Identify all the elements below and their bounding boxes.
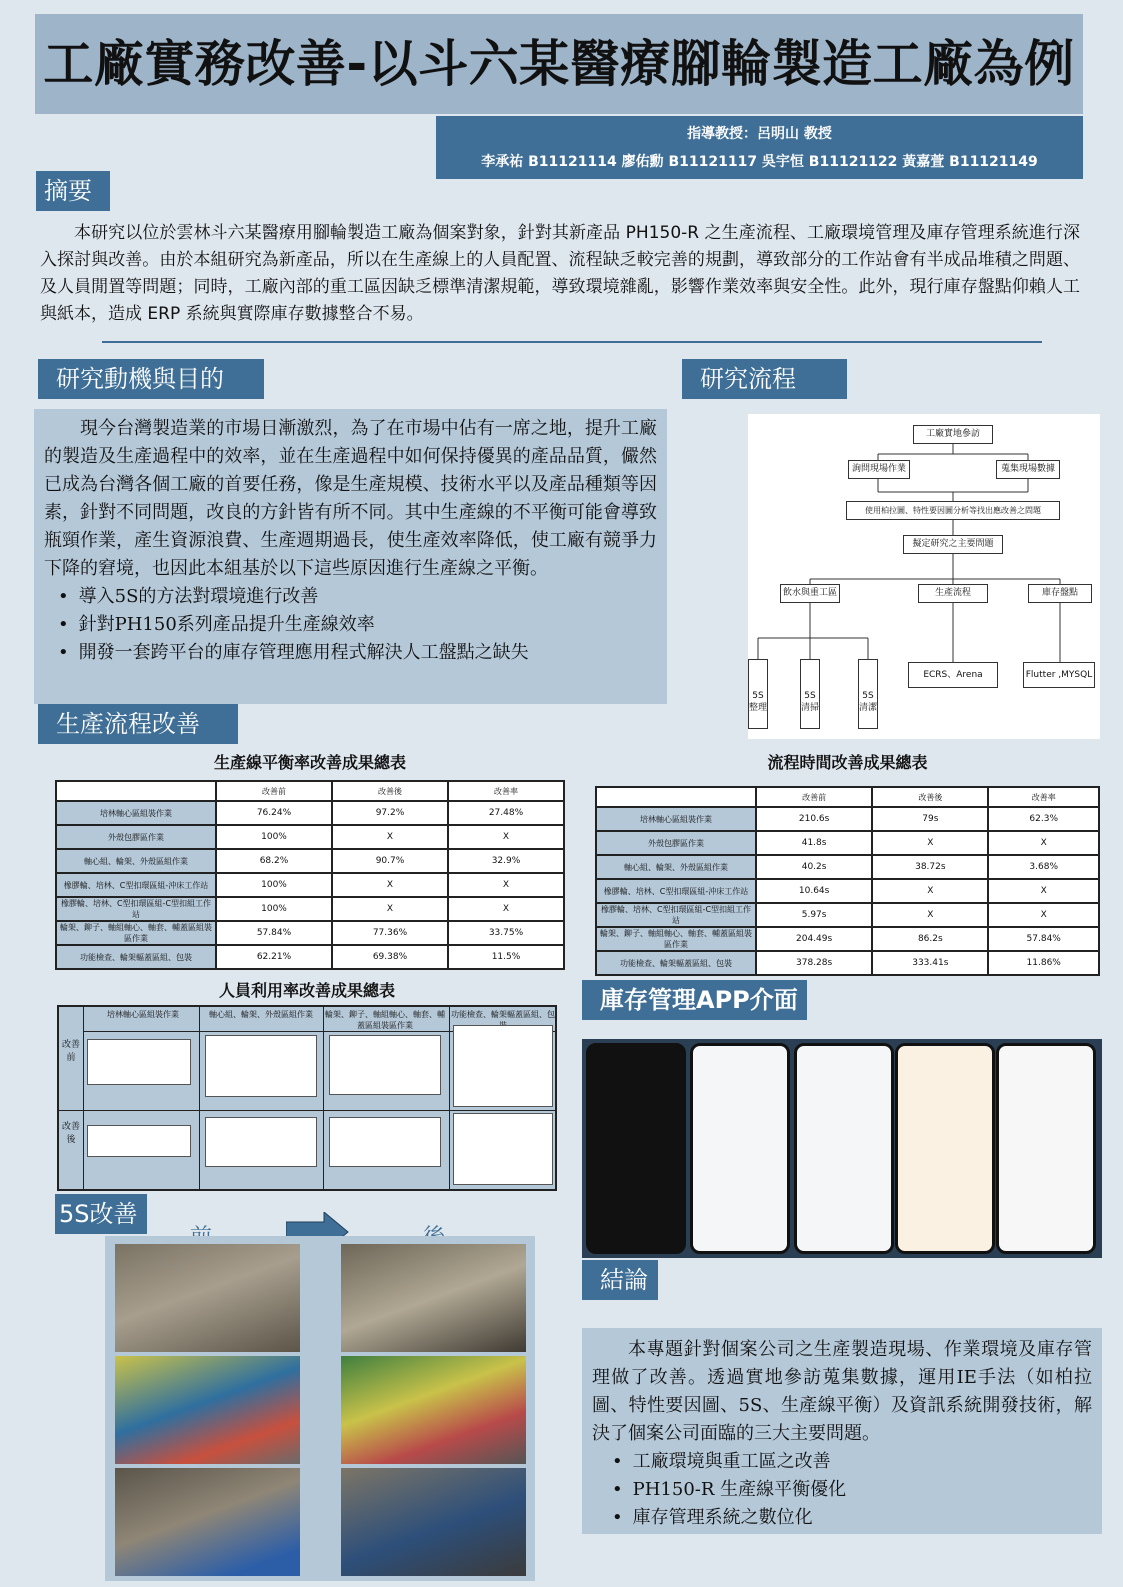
conclusion-panel xyxy=(582,1328,1102,1534)
flow-node: ECRS、Arena xyxy=(908,662,998,688)
cell: 378.28s xyxy=(756,951,872,975)
time-table xyxy=(595,786,1100,976)
flow-node: 擬定研究之主要問題 xyxy=(903,535,1003,554)
poster-title: 工廠實務改善-以斗六某醫療腳輪製造工廠為例 xyxy=(43,35,1075,93)
util-col-header: 功能檢查、輪架輻蓋區組、包 xyxy=(451,1010,555,1019)
row-label: 橡膠輪、培林、C型扣環區組-沖床工作站 xyxy=(596,879,756,903)
table-row xyxy=(56,801,564,825)
after-photo xyxy=(341,1356,526,1464)
util-row-label: 改善後 xyxy=(61,1122,80,1145)
table-row xyxy=(56,945,564,969)
cell: 69.38% xyxy=(332,945,448,969)
cell: 204.49s xyxy=(756,927,872,951)
row-label: 功能檢查、輪架輻蓋區組、包裝 xyxy=(596,951,756,975)
table-row xyxy=(56,897,564,921)
table-row xyxy=(56,849,564,873)
divider xyxy=(83,1007,84,1189)
row-label: 輪架、鉚子、軸組軸心、軸套、輔蓋區組裝區作業 xyxy=(596,927,756,951)
util-screenshot xyxy=(453,1113,553,1185)
util-screenshot xyxy=(205,1117,317,1167)
cell: 333.41s xyxy=(872,951,988,975)
cell: 32.9% xyxy=(448,849,564,873)
cell: X xyxy=(872,903,988,927)
balance-table-title: 生產線平衡率改善成果總表 xyxy=(213,753,406,772)
cell: 11.5% xyxy=(448,945,564,969)
row-label: 橡膠輪、培林、C型扣環區組-沖床工作站 xyxy=(56,873,216,897)
cell: 57.84% xyxy=(216,921,332,945)
cell: 27.48% xyxy=(448,801,564,825)
divider xyxy=(199,1007,200,1189)
table-header: 改善率 xyxy=(448,781,564,801)
flowchart xyxy=(748,414,1100,739)
author-box xyxy=(436,116,1083,179)
cell: X xyxy=(988,831,1099,855)
table-row xyxy=(56,873,564,897)
divider xyxy=(323,1007,324,1189)
fiveS-panel xyxy=(105,1236,535,1581)
cell: X xyxy=(448,897,564,921)
motivation-bullet: • 導入5S的方法對環境進行改善 xyxy=(44,583,657,611)
table-header: 改善率 xyxy=(988,787,1099,807)
cell: 40.2s xyxy=(756,855,872,879)
flow-node: 生產流程 xyxy=(918,584,988,603)
conclusion-text: 本專題針對個案公司之生產製造現場、作業環境及庫存管理做了改善。透過實地參訪蒐集數據，運用IE手法（如柏拉圖、特性要因圖、5S、生產線平衡）及資訊系統開發技術，解決了個案公司面臨的三大主要問題。 xyxy=(592,1339,1092,1444)
title-banner xyxy=(35,14,1083,114)
cell: X xyxy=(332,873,448,897)
flow-node: 使用柏拉圖、特性要因圖分析等找出應改善之問題 xyxy=(846,501,1060,520)
util-screenshot xyxy=(329,1035,441,1095)
abstract-text: 本研究以位於雲林斗六某醫療用腳輪製造工廠為個案對象，針對其新產品 PH150-R 之生產流程、工廠環境管理及庫存管理系統進行深入探討與改善。由於本組研究為新產品，所以在生產線上的人員配置、流程缺乏較完善的規劃，導致部分的工作站會有半成品堆積之問題、及人員閒置等問題；同時，工廠內部的重工區因缺乏標準清潔規範，導致環境雜亂，影響作業效率與安全性。此外，現行庫存盤點仰賴人工與紙本，造成 ERP 系統與實際庫存數據整合不易。 xyxy=(40,223,1080,324)
cell: X xyxy=(332,897,448,921)
flow-node: 工廠實地參訪 xyxy=(913,425,993,444)
before-photo xyxy=(115,1356,300,1464)
table-row xyxy=(56,825,564,849)
cell: 86.2s xyxy=(872,927,988,951)
cell: 62.21% xyxy=(216,945,332,969)
cell: 33.75% xyxy=(448,921,564,945)
advisor-line: 指導教授：呂明山 教授 xyxy=(687,126,832,142)
conclusion-bullet: • 工廠環境與重工區之改善 xyxy=(592,1448,1092,1476)
conclusion-bullet: • 庫存管理系統之數位化 xyxy=(592,1504,1092,1532)
row-label: 培林軸心區組裝作業 xyxy=(56,801,216,825)
motivation-bullet: • 開發一套跨平台的庫存管理應用程式解決人工盤點之缺失 xyxy=(44,639,657,667)
conclusion-bullet: • PH150-R 生產線平衡優化 xyxy=(592,1476,1092,1504)
table-header xyxy=(596,787,756,807)
cell: 68.2% xyxy=(216,849,332,873)
cell: X xyxy=(448,825,564,849)
table-header: 改善後 xyxy=(872,787,988,807)
table-row xyxy=(596,855,1099,879)
after-photo xyxy=(341,1244,526,1352)
process-heading: 生產流程改善 xyxy=(38,704,238,744)
flow-node: 飲水與重工區 xyxy=(780,584,840,603)
app-heading: 庫存管理APP介面 xyxy=(582,980,807,1020)
util-table xyxy=(57,1005,557,1191)
table-row xyxy=(596,807,1099,831)
divider xyxy=(449,1007,450,1189)
cell: 5.97s xyxy=(756,903,872,927)
divider xyxy=(102,341,1042,343)
cell: 79s xyxy=(872,807,988,831)
util-col-header: 軸心組、輪架、外殼區組作業 xyxy=(209,1010,313,1019)
row-label: 軸心組、輪架、外殼區組作業 xyxy=(596,855,756,879)
divider xyxy=(59,1110,555,1111)
cell: 57.84% xyxy=(988,927,1099,951)
cell: X xyxy=(872,831,988,855)
flow-node: 5S 整理 xyxy=(748,659,768,729)
util-screenshot xyxy=(329,1117,441,1167)
util-screenshot xyxy=(87,1039,191,1085)
balance-table xyxy=(55,780,565,970)
flow-node: Flutter ,MYSQL xyxy=(1023,662,1095,688)
cell: 10.64s xyxy=(756,879,872,903)
conclusion-heading: 結論 xyxy=(582,1260,658,1300)
table-header xyxy=(56,781,216,801)
cell: 41.8s xyxy=(756,831,872,855)
app-screenshots xyxy=(582,1039,1102,1258)
util-row-label: 改善前 xyxy=(61,1040,80,1063)
cell: X xyxy=(332,825,448,849)
cell: 100% xyxy=(216,825,332,849)
motivation-text: 現今台灣製造業的市場日漸激烈，為了在市場中佔有一席之地，提升工廠的製造及生產過程中的效率，並在生產過程中如何保持優異的產品品質，儼然已成為台灣各個工廠的首要任務，像是生產規模、技術水平以及產品種類等因素，針對不同問題，改良的方針皆有所不同。其中生產線的不平衡可能會導致瓶頸作業，產生資源浪費、生產週期過長，使生產效率降低，使工廠有競爭力下降的窘境，也因此本組基於以下這些原因進行生產線之平衡。 xyxy=(44,418,657,579)
util-table-title: 人員利用率改善成果總表 xyxy=(218,981,395,1000)
row-label: 外殼包膠區作業 xyxy=(596,831,756,855)
cell: X xyxy=(872,879,988,903)
table-header: 改善後 xyxy=(332,781,448,801)
cell: 3.68% xyxy=(988,855,1099,879)
app-phone-menu xyxy=(690,1043,790,1254)
cell: 38.72s xyxy=(872,855,988,879)
util-screenshot xyxy=(205,1035,317,1097)
util-screenshot xyxy=(87,1125,191,1157)
cell: 97.2% xyxy=(332,801,448,825)
app-phone-history xyxy=(996,1043,1096,1254)
motivation-panel xyxy=(34,409,667,704)
table-row xyxy=(596,903,1099,927)
motivation-bullet: • 針對PH150系列產品提升生產線效率 xyxy=(44,611,657,639)
before-photo xyxy=(115,1468,300,1576)
row-label: 功能檢查、輪架輻蓋區組、包裝 xyxy=(56,945,216,969)
motivation-heading: 研究動機與目的 xyxy=(38,359,264,399)
util-col-header: 培林軸心區組裝作業 xyxy=(107,1010,179,1019)
cell: 210.6s xyxy=(756,807,872,831)
app-phone-welcome xyxy=(586,1043,686,1254)
flow-node: 蒐集現場數據 xyxy=(996,460,1060,479)
cell: 90.7% xyxy=(332,849,448,873)
table-row xyxy=(596,951,1099,975)
cell: X xyxy=(988,903,1099,927)
row-label: 橡膠輪、培林、C型扣環區組-C型扣組工作站 xyxy=(56,897,216,921)
table-row xyxy=(596,831,1099,855)
cell: 11.86% xyxy=(988,951,1099,975)
flow-node: 5S 清潔 xyxy=(858,659,878,729)
table-row xyxy=(596,879,1099,903)
row-label: 培林軸心區組裝作業 xyxy=(596,807,756,831)
row-label: 外殼包膠區作業 xyxy=(56,825,216,849)
cell: 100% xyxy=(216,873,332,897)
cell: 62.3% xyxy=(988,807,1099,831)
cell: X xyxy=(988,879,1099,903)
table-row xyxy=(596,927,1099,951)
app-phone-list xyxy=(794,1043,894,1254)
time-table-title: 流程時間改善成果總表 xyxy=(767,753,928,772)
cell: 100% xyxy=(216,897,332,921)
table-header: 改善前 xyxy=(756,787,872,807)
authors-line: 李承祐 B11121114 廖佑勳 B11121117 吳宇恒 B11121122 黃嘉萱 B11121149 xyxy=(481,154,1038,170)
cell: 76.24% xyxy=(216,801,332,825)
before-photo xyxy=(115,1244,300,1352)
flow-node: 5S 清掃 xyxy=(800,659,820,729)
row-label: 輪架、鉚子、軸組軸心、軸套、輔蓋區組裝區作業 xyxy=(56,921,216,945)
cell: X xyxy=(448,873,564,897)
util-screenshot xyxy=(453,1025,553,1107)
cell: 77.36% xyxy=(332,921,448,945)
util-col-header: 輪架、鉚子、軸組軸心、軸套、輔蓋區組裝區作業 xyxy=(325,1010,445,1030)
app-phone-detail xyxy=(895,1043,995,1254)
after-photo xyxy=(341,1468,526,1576)
row-label: 橡膠輪、培林、C型扣環區組-C型扣組工作站 xyxy=(596,903,756,927)
flow-heading: 研究流程 xyxy=(682,359,847,399)
table-header: 改善前 xyxy=(216,781,332,801)
fiveS-heading: 5S改善 xyxy=(55,1194,147,1234)
abstract-heading: 摘要 xyxy=(36,171,110,211)
flow-node: 詢問現場作業 xyxy=(848,460,910,479)
flow-node: 庫存盤點 xyxy=(1028,584,1092,603)
table-row xyxy=(56,921,564,945)
row-label: 軸心組、輪架、外殼區組作業 xyxy=(56,849,216,873)
